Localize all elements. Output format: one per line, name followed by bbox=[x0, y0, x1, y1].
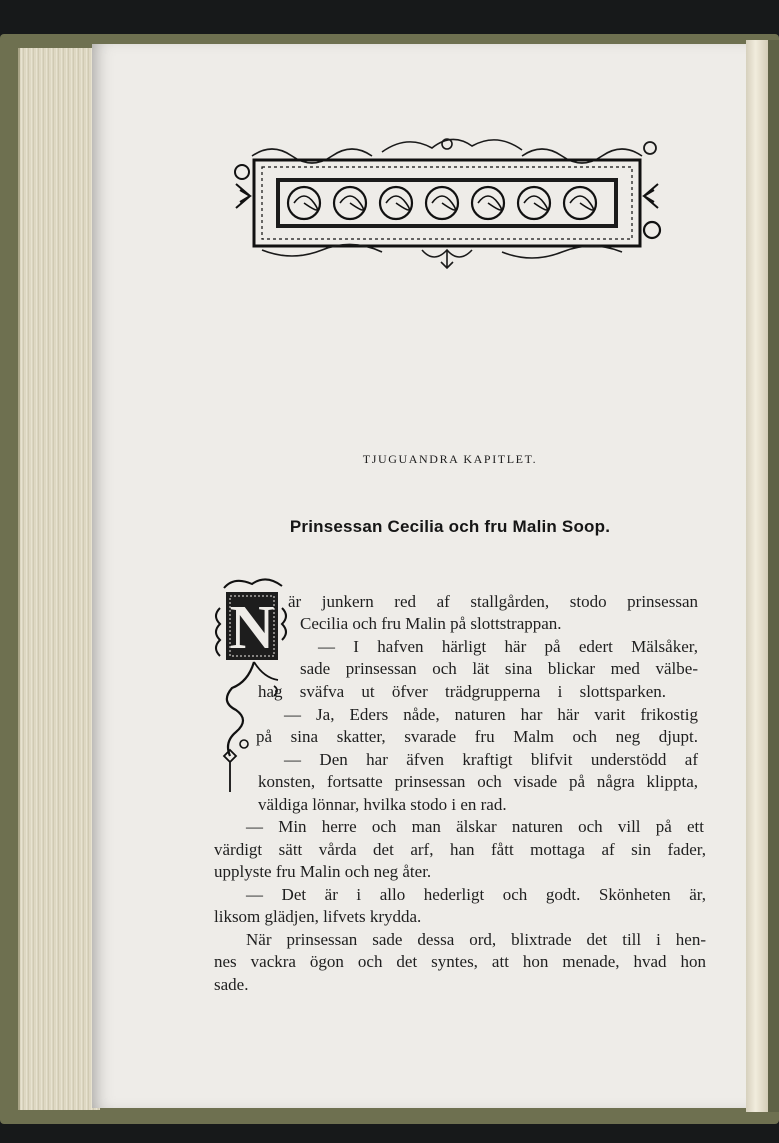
body-line-5: hag sväfva ut öfver trädgrupperna i slottsparken. bbox=[258, 682, 666, 701]
body-line-4: sade prinsessan och lät sina blickar med välbe- bbox=[300, 659, 698, 678]
body-line-13: upplyste fru Malin och neg åter. bbox=[214, 862, 432, 881]
chapter-number: TJUGUANDRA KAPITLET. bbox=[362, 452, 538, 466]
body-line-3: — I hafven härligt här på edert Mälsåker, bbox=[318, 637, 698, 656]
cover-spine-band bbox=[768, 40, 779, 1112]
body-line-18: sade. bbox=[214, 975, 249, 994]
body-line-7: på sina skatter, svarade fru Malm och neg djupt. bbox=[256, 727, 698, 746]
body-line-14: — Det är i allo hederligt och godt. Skönheten är, bbox=[246, 885, 706, 904]
body-line-8: — Den har äfven kraftigt blifvit understödd af bbox=[284, 750, 698, 769]
body-line-11: — Min herre och man älskar naturen och vill på ett bbox=[246, 817, 704, 836]
body-line-9: konsten, fortsatte prinsessan och visade på några klippta, bbox=[258, 772, 698, 791]
body-line-6: — Ja, Eders nåde, naturen har här varit frikostig bbox=[284, 705, 698, 724]
body-line-12: värdigt sätt vårda det arf, han fått mottaga af sin fader, bbox=[214, 840, 706, 859]
body-line-2: Cecilia och fru Malin på slottstrappan. bbox=[300, 614, 562, 633]
body-line-1: är junkern red af stallgården, stodo prinsessan bbox=[288, 592, 698, 611]
ornamental-header-icon bbox=[232, 134, 662, 276]
body-line-10: väldiga lönnar, hvilka stodo i en rad. bbox=[258, 795, 507, 814]
page-stack-edge bbox=[18, 48, 100, 1110]
chapter-title: Prinsessan Cecilia och fru Malin Soop. bbox=[289, 517, 611, 536]
drop-cap-letter: N bbox=[229, 594, 275, 662]
body-line-17: nes vackra ögon och det syntes, att hon menade, hvad hon bbox=[214, 952, 706, 971]
next-page-edge bbox=[746, 40, 770, 1112]
body-line-15: liksom glädjen, lifvets krydda. bbox=[214, 907, 422, 926]
body-line-16: När prinsessan sade dessa ord, blixtrade det till i hen- bbox=[246, 930, 706, 949]
